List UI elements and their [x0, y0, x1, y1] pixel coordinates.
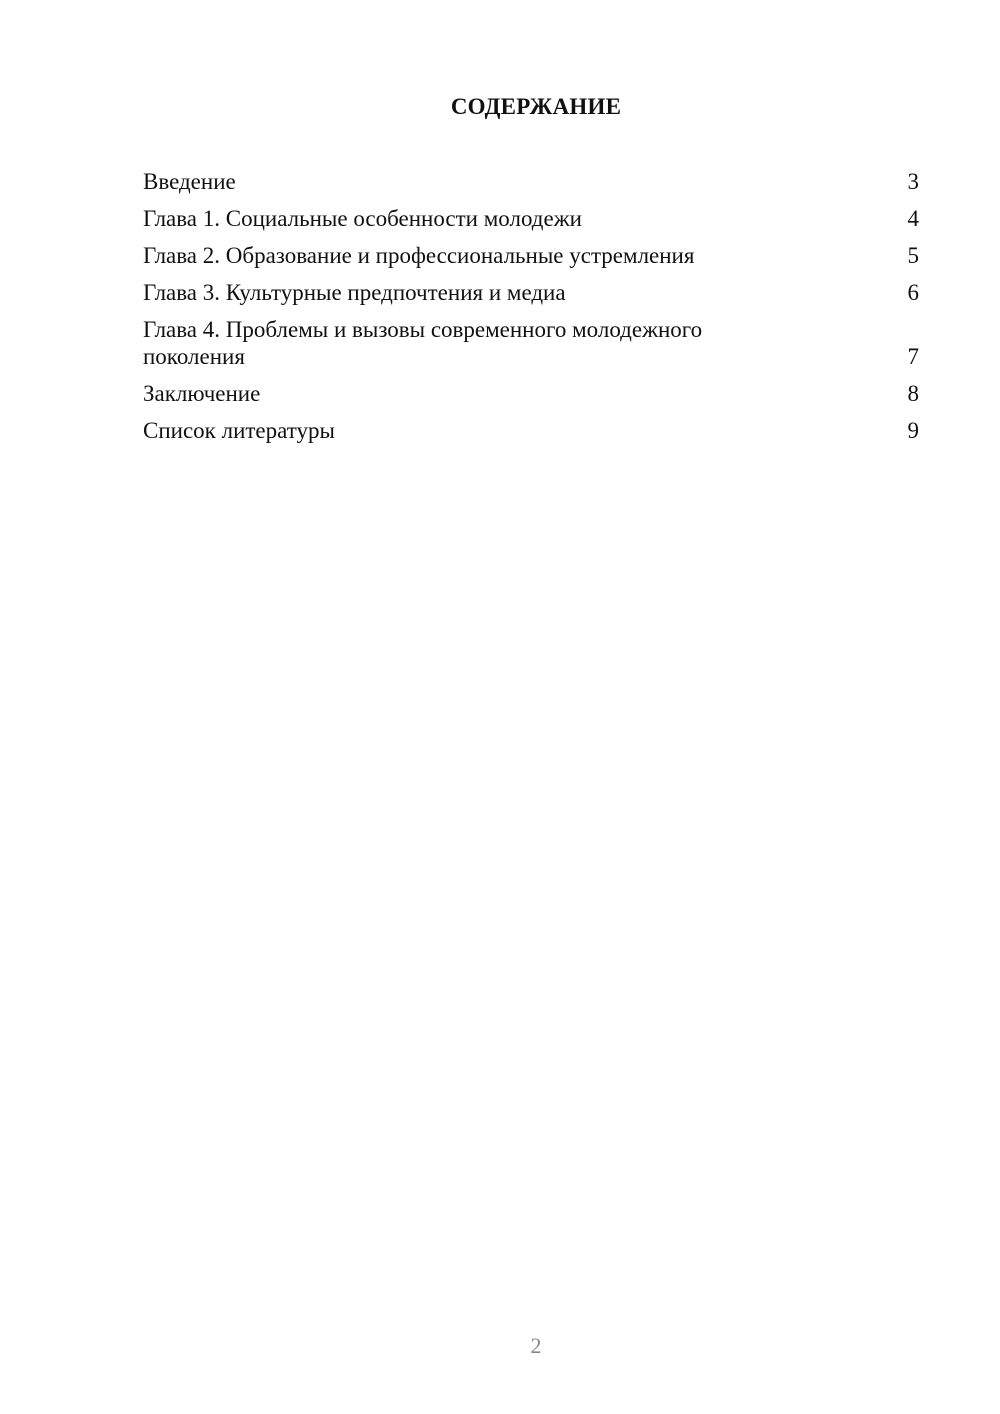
- toc-entry-page: 6: [907, 280, 919, 305]
- toc-entry-label: Глава 1. Социальные особенности молодежи: [143, 206, 582, 231]
- toc-title: СОДЕРЖАНИЕ: [450, 94, 622, 119]
- toc-entry-conclusion: [143, 380, 919, 407]
- toc-entry-label: Заключение: [143, 381, 261, 406]
- toc-entry-page: 9: [907, 418, 919, 443]
- page-number: 2: [530, 1333, 542, 1358]
- toc-entry-introduction: [143, 168, 919, 195]
- toc-entry-page: 8: [907, 381, 919, 406]
- toc-entry-label: Список литературы: [143, 418, 335, 443]
- toc-entry-page: 7: [907, 344, 919, 369]
- toc-entry-chapter-3: [143, 279, 919, 306]
- table-of-contents: [143, 168, 919, 454]
- toc-entry-chapter-4: [143, 316, 919, 370]
- toc-entry-chapter-1: [143, 205, 919, 232]
- toc-entry-label: Введение: [143, 169, 236, 194]
- toc-entry-page: 4: [907, 206, 919, 231]
- toc-entry-label: Глава 3. Культурные предпочтения и медиа: [143, 280, 566, 305]
- toc-entry-label: Глава 4. Проблемы и вызовы современного молодежного поколения: [143, 317, 703, 369]
- toc-entry-page: 3: [907, 169, 919, 194]
- toc-entry-references: [143, 417, 919, 444]
- toc-entry-label: Глава 2. Образование и профессиональные устремления: [143, 243, 695, 268]
- toc-entry-chapter-2: [143, 242, 919, 269]
- toc-entry-page: 5: [907, 243, 919, 268]
